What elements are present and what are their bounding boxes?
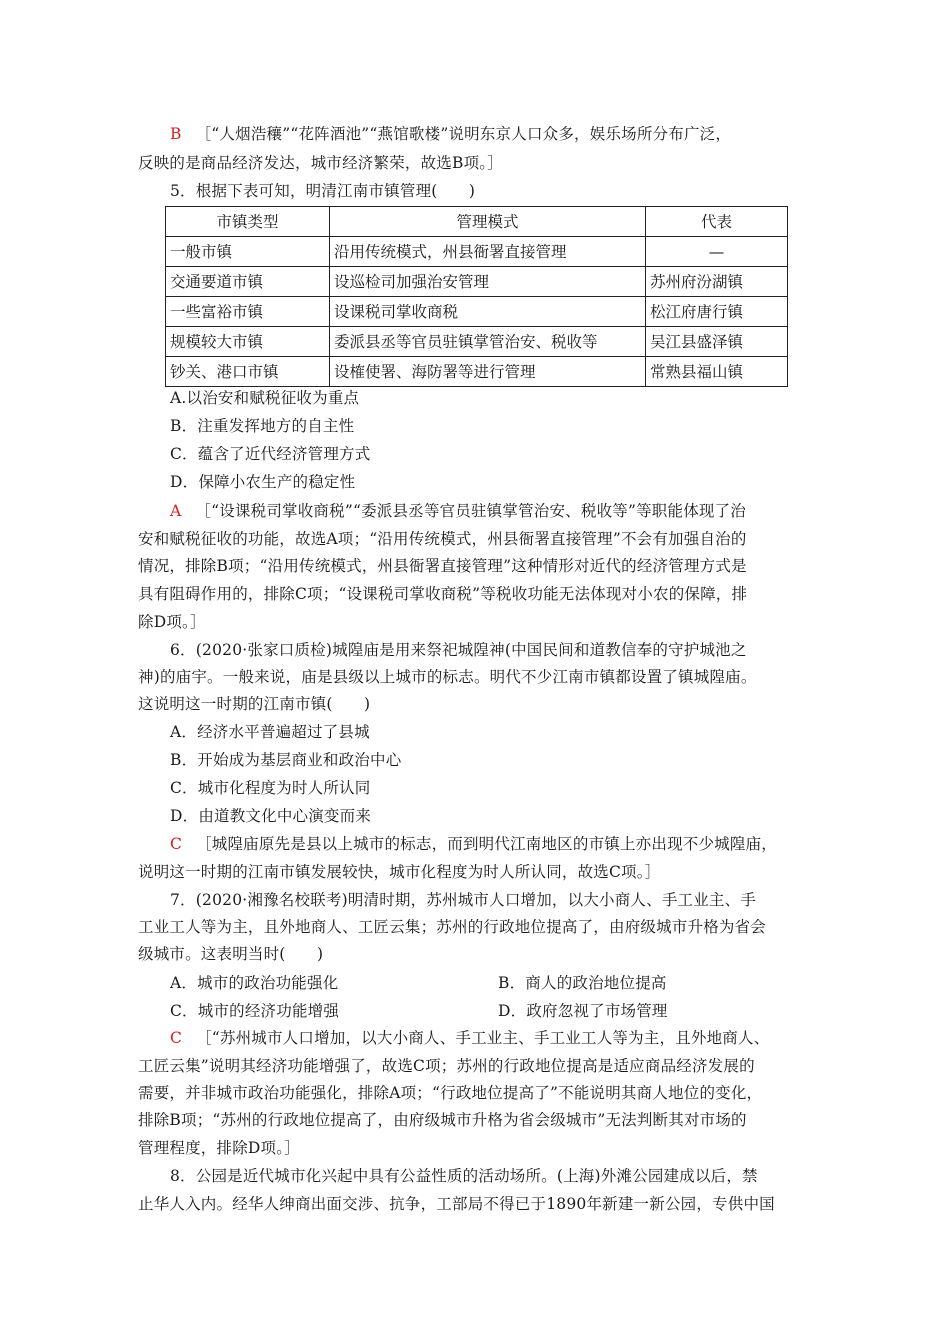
table-row [166, 357, 788, 387]
q5-answer-line [170, 501, 850, 521]
q4-answer-line [170, 124, 850, 144]
q7-answer-line [170, 1028, 850, 1048]
q6-answer-line [170, 834, 850, 854]
answer-letter: C [170, 1029, 183, 1047]
answer-text: ［城隍庙原先是县以上城市的标志，而到明代江南地区的市镇上亦出现不少城隍庙， [196, 835, 777, 853]
answer-text: 工匠云集”说明其经济功能增强了，故选C项；苏州的行政地位提高是适应商品经济发展的 [138, 1057, 755, 1075]
option-b: B．注重发挥地方的自主性 [170, 417, 355, 435]
answer-text: 具有阻碍作用的，排除C项；“设课税司掌收商税”等税收功能无法体现对小农的保障，排 [138, 585, 748, 603]
question-stem: 止华人入内。经华人绅商出面交涉、抗争，工部局不得已于1890年新建一新公园，专供中国 [138, 1195, 775, 1213]
table-cell: 设榷使署、海防署等进行管理 [330, 357, 646, 387]
table-row [166, 267, 788, 297]
answer-text: 说明这一时期的江南市镇发展较快，城市化程度为时人所认同，故选C项。］ [138, 863, 661, 881]
answer-text: 除D项。］ [138, 613, 206, 631]
answer-text: 反映的是商品经济发达，城市经济繁荣，故选B项。］ [138, 154, 503, 172]
table-header-row [166, 207, 788, 237]
table-cell: 苏州府汾湖镇 [646, 267, 788, 297]
answer-text: ［“设课税司掌收商税”“委派县丞等官员驻镇掌管治安、税收等”等职能体现了治 [195, 502, 747, 520]
table-header-cell: 管理模式 [330, 207, 646, 237]
table-cell: 松江府唐行镇 [646, 297, 788, 327]
option-c: C．城市的经济功能增强 [170, 1002, 340, 1020]
table-row [166, 237, 788, 267]
question-stem: 神)的庙宇。一般来说，庙是县级以上城市的标志。明代不少江南市镇都设置了镇城隍庙。 [138, 668, 757, 686]
answer-text: 情况，排除B项；“沿用传统模式，州县衙署直接管理”这种情形对近代的经济管理方式是 [138, 557, 747, 575]
option-row [170, 1001, 850, 1021]
answer-text: 安和赋税征收的功能，故选A项；“沿用传统模式，州县衙署直接管理”不会有加强自治的 [138, 530, 747, 548]
answer-text: 排除B项；“苏州的行政地位提高了，由府级城市升格为省会级城市”无法判断其对市场的 [138, 1111, 747, 1129]
answer-text: 管理程度，排除D项。］ [138, 1139, 300, 1157]
option-d: D．由道教文化中心演变而来 [170, 807, 372, 825]
table-cell: 沿用传统模式，州县衙署直接管理 [330, 237, 646, 267]
table-cell: 一些富裕市镇 [166, 297, 330, 327]
table-cell: 常熟县福山镇 [646, 357, 788, 387]
answer-text: ［“苏州城市人口增加，以大小商人、手工业主、手工业工人等为主，且外地商人、 [196, 1029, 770, 1047]
question-stem: 6．(2020·张家口质检)城隍庙是用来祭祀城隍神(中国民间和道教信奉的守护城池之 [170, 641, 747, 659]
question-stem: 7．(2020·湘豫名校联考)明清时期，苏州城市人口增加，以大小商人、手工业主、手 [170, 891, 757, 909]
option-c: C．蕴含了近代经济管理方式 [170, 445, 371, 463]
option-d: D．保障小农生产的稳定性 [170, 473, 356, 491]
option-d: D．政府忽视了市场管理 [498, 1002, 668, 1020]
table-cell: 设巡检司加强治安管理 [330, 267, 646, 297]
table-cell: 钞关、港口市镇 [166, 357, 330, 387]
option-row [170, 973, 850, 993]
table-cell: 吴江县盛泽镇 [646, 327, 788, 357]
question-stem: 这说明这一时期的江南市镇( ) [138, 695, 371, 713]
table-cell: 委派县丞等官员驻镇掌管治安、税收等 [330, 327, 646, 357]
answer-letter: B [170, 125, 182, 143]
option-b: B．商人的政治地位提高 [498, 974, 667, 992]
question-stem: 工业工人等为主，且外地商人、工匠云集；苏州的行政地位提高了，由府级城市升格为省会 [138, 918, 767, 936]
table-row [166, 327, 788, 357]
option-c: C．城市化程度为时人所认同 [170, 779, 371, 797]
market-town-table [165, 206, 788, 387]
answer-letter: A [170, 502, 182, 520]
table-header-cell: 市镇类型 [166, 207, 330, 237]
answer-text: ［“人烟浩穰”“花阵酒池”“燕馆歌楼”说明东京人口众多，娱乐场所分布广泛， [195, 125, 732, 143]
table-cell: 交通要道市镇 [166, 267, 330, 297]
table-cell: — [646, 237, 788, 267]
question-stem: 级城市。这表明当时( ) [138, 945, 324, 963]
option-b: B．开始成为基层商业和政治中心 [170, 751, 402, 769]
table-cell: 规模较大市镇 [166, 327, 330, 357]
table-row [166, 297, 788, 327]
option-a: A.以治安和赋税征收为重点 [170, 389, 360, 407]
table-cell: 一般市镇 [166, 237, 330, 267]
answer-letter: C [170, 835, 183, 853]
table-cell: 设课税司掌收商税 [330, 297, 646, 327]
option-a: A．经济水平普遍超过了县城 [170, 723, 370, 741]
answer-text: 需要，并非城市政治功能强化，排除A项；“行政地位提高了”不能说明其商人地位的变化， [138, 1084, 763, 1102]
question-stem: 8．公园是近代城市化兴起中具有公益性质的活动场所。(上海)外滩公园建成以后，禁 [170, 1167, 758, 1185]
option-a: A．城市的政治功能强化 [170, 974, 339, 992]
table-header-cell: 代表 [646, 207, 788, 237]
question-stem: 5．根据下表可知，明清江南市镇管理( ) [170, 182, 476, 200]
